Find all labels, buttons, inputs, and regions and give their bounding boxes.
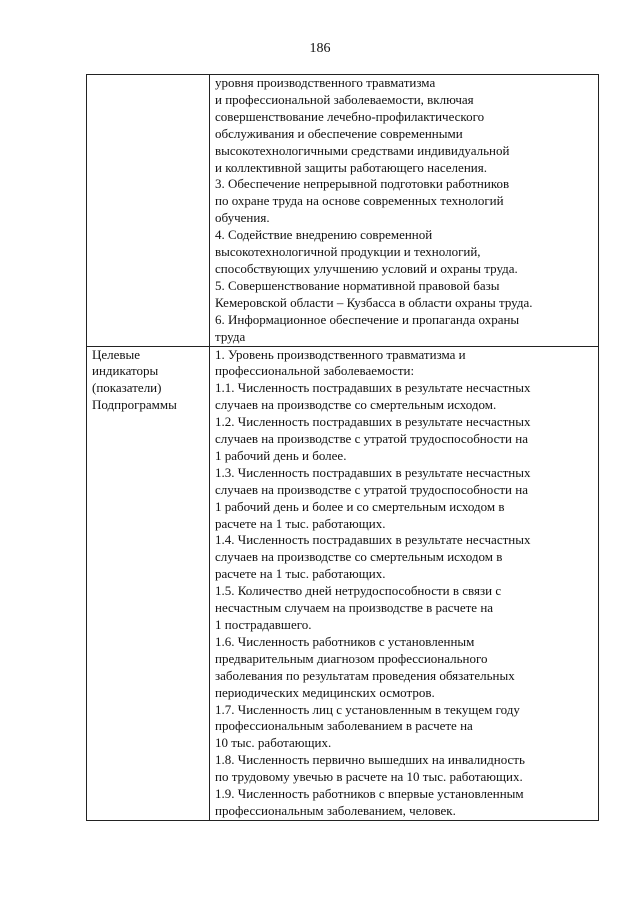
text-line: профессиональной заболеваемости: [215,363,415,379]
text-line: профессиональным заболеванием в расчете на [215,718,473,734]
row-content-cell [210,346,599,820]
text-line: 1. Уровень производственного травматизма и [215,346,466,362]
text-line: и профессиональной заболеваемости, включая [215,91,474,107]
table-row [87,75,599,347]
text-line: предварительным диагнозом профессионального [215,650,488,666]
row-label-cell [87,346,210,820]
text-line: 1 рабочий день и более и со смертельным исходом в [215,498,505,514]
text-line: случаев на производстве с утратой трудоспособности на [215,481,528,497]
text-line: заболевания по результатам проведения обязательных [215,667,515,683]
text-line: несчастным случаем на производстве в расчете на [215,600,494,616]
page-number: 186 [309,41,331,56]
text-line: 6. Информационное обеспечение и пропаганда охраны [215,311,520,327]
text-line: случаев на производстве со смертельным исходом. [215,397,497,413]
text-line: 1.1. Численность пострадавших в результате несчастных [215,380,531,396]
text-line: и коллективной защиты работающего населения. [215,159,487,175]
text-line: расчете на 1 тыс. работающих. [215,515,386,531]
text-line: способствующих улучшению условий и охраны труда. [215,260,518,276]
text-line: по охране труда на основе современных технологий [215,193,504,209]
text-line: 1.4. Численность пострадавших в результате несчастных [215,532,531,548]
text-line: случаев на производстве с утратой трудоспособности на [215,431,528,447]
text-line: обучения. [215,210,270,226]
table-row [87,346,599,820]
text-line: 1.5. Количество дней нетрудоспособности в связи с [215,583,502,599]
text-line: 1 рабочий день и более. [215,447,347,463]
text-line: 5. Совершенствование нормативной правовой базы [215,277,500,293]
text-line: Подпрограммы [92,397,177,413]
text-line: 1.7. Численность лиц с установленным в текущем году [215,701,520,717]
text-line: по трудовому увечью в расчете на 10 тыс. работающих. [215,769,523,785]
text-line: 4. Содействие внедрению современной [215,227,433,243]
text-line: индикаторы [92,363,159,379]
text-line: 1.6. Численность работников с установленным [215,633,475,649]
text-line: труда [215,328,246,344]
text-line: расчете на 1 тыс. работающих. [215,566,386,582]
text-line: случаев на производстве со смертельным исходом в [215,549,503,565]
program-table [86,74,599,821]
text-line: 10 тыс. работающих. [215,735,332,751]
text-line: 1.2. Численность пострадавших в результате несчастных [215,414,531,430]
text-line: 1.3. Численность пострадавших в результате несчастных [215,464,531,480]
text-line: Целевые [92,346,141,362]
text-line: Кемеровской области – Кузбасса в области охраны труда. [215,294,533,310]
text-line: 3. Обеспечение непрерывной подготовки работников [215,176,510,192]
text-line: совершенствование лечебно-профилактического [215,108,485,124]
text-line: высокотехнологичными средствами индивидуальной [215,142,510,158]
text-line: 1 пострадавшего. [215,617,312,632]
text-line: периодических медицинских осмотров. [215,684,435,700]
text-line: уровня производственного травматизма [215,75,436,90]
text-line: (показатели) [92,380,162,396]
row-label-cell [87,75,210,347]
text-line: высокотехнологичной продукции и технологий, [215,244,481,260]
text-line: 1.8. Численность первично вышедших на инвалидность [215,752,525,768]
text-line: обслуживания и обеспечение современными [215,125,463,141]
text-line: профессиональным заболеванием, человек. [215,802,456,818]
row-content-cell [210,75,599,347]
text-line: 1.9. Численность работников с впервые установленным [215,786,524,802]
